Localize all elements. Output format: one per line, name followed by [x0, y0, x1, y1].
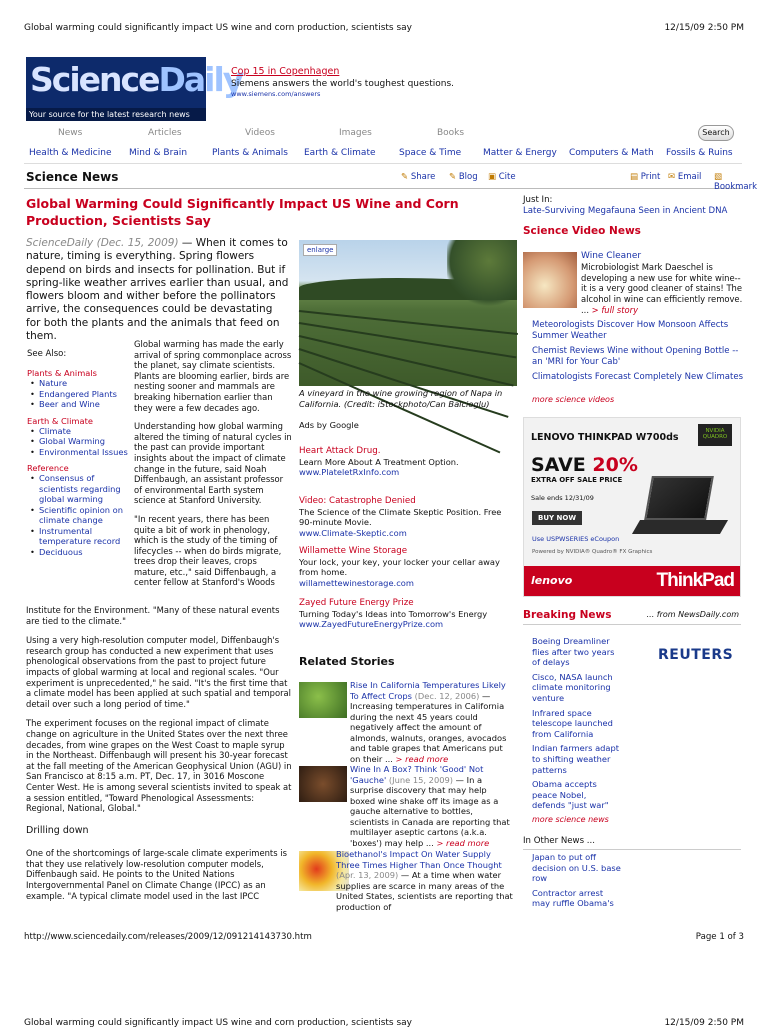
nav-topic-space[interactable]: Space & Time: [399, 148, 462, 158]
breaking-news-heading: Breaking News: [523, 609, 612, 621]
top-ad-text: Siemens answers the world's toughest questions.: [231, 79, 455, 89]
more-videos-link[interactable]: more science videos: [532, 395, 615, 404]
lenovo-brand: lenovo: [531, 574, 573, 587]
ad-url[interactable]: www.Climate-Skeptic.com: [299, 527, 407, 538]
read-more-link[interactable]: > read more: [436, 837, 490, 848]
blog-icon: ✎: [449, 172, 457, 182]
other-news-list: [532, 852, 622, 909]
cite-link[interactable]: ▣ Cite: [488, 172, 516, 182]
laptop-image: [644, 476, 714, 520]
ad-url[interactable]: willamettewinestorage.com: [299, 577, 414, 588]
nav-topic-earth[interactable]: Earth & Climate: [304, 148, 376, 158]
nav-articles[interactable]: Articles: [148, 128, 182, 138]
share-icon: ✎: [401, 172, 409, 182]
reuters-logo: REUTERS: [658, 647, 734, 663]
print-header-title: Global warming could significantly impact US wine and corn production, scientists say: [24, 23, 412, 33]
newsdaily-credit: ... from NewsDaily.com: [646, 610, 739, 619]
article-column-narrow: [134, 339, 292, 588]
article-paragraph: One of the shortcomings of large-scale climate experiments is that they use relatively low-resolution computer models, Diffenbaugh said. He points to the United Nations Intergovernmental Panel on Climate Change (IPCC) as an example. "A typical climate model used in the last IPCC: [26, 848, 287, 901]
see-also-link[interactable]: • Beer and Wine: [27, 399, 129, 410]
ad-title[interactable]: Zayed Future Energy Prize: [299, 598, 414, 608]
ad-text: Learn More About A Treatment Option.: [299, 456, 459, 467]
enlarge-link[interactable]: enlarge: [303, 244, 337, 256]
news-link[interactable]: Infrared space telescope launched from California: [532, 707, 613, 739]
topic-nav: [24, 144, 742, 164]
article-column-wide: [26, 605, 292, 901]
vineyard-photo[interactable]: [299, 240, 517, 386]
see-also-link[interactable]: • Environmental Issues: [27, 447, 129, 458]
nav-topic-mind[interactable]: Mind & Brain: [129, 148, 188, 158]
news-link[interactable]: Obama accepts peace Nobel, defends "just war": [532, 779, 609, 811]
see-also-link[interactable]: • Nature: [27, 378, 129, 389]
related-story-text: — Increasing temperatures in California during the next 45 years could negatively affect the amount of almonds, walnuts, oranges, avocados and table grapes that Americans put on their ...: [350, 690, 507, 764]
lenovo-ad[interactable]: [523, 417, 741, 597]
article-lead: [26, 237, 290, 343]
news-link[interactable]: Japan to put off decision on U.S. base row: [532, 852, 621, 884]
article-source: ScienceDaily (Dec. 15, 2009): [26, 237, 179, 249]
nvidia-badge: NVIDIA QUADRO: [698, 424, 732, 446]
email-icon: ✉: [668, 172, 676, 182]
logo-tagline: Your source for the latest research news: [26, 108, 206, 121]
nav-topic-health[interactable]: Health & Medicine: [29, 148, 112, 158]
breaking-news-bar: [523, 608, 741, 625]
full-story-link[interactable]: > full story: [591, 304, 639, 315]
lenovo-code: Use USPWSERIES eCoupon: [532, 535, 620, 543]
article-headline: Global Warming Could Significantly Impact US Wine and Corn Production, Scientists Say: [26, 196, 459, 228]
related-story: [299, 849, 514, 912]
cite-icon: ▣: [488, 172, 497, 182]
article-paragraph: Understanding how global warming altered the timing of natural cycles in the past can provide important insights about the impact of climate change in the future, said Noah Diffenbaugh, an assistant professor of environmental Earth system science at Stanford University.: [134, 421, 292, 506]
see-also-group-title[interactable]: Earth & Climate: [27, 415, 93, 426]
related-story-title[interactable]: Wine In A Box? Think 'Good' Not 'Gauche': [350, 764, 484, 785]
article-paragraph: "In recent years, there has been quite a bit of work in phenology, which is the study of the timing of lifecycles -- when do birds migrate, trees drop their leaves, crops mature, etc.," said Diffenbaugh, a center fellow at Stanford's Woods: [134, 513, 282, 588]
see-also-link[interactable]: • Scientific opinion on climate change: [27, 505, 129, 526]
ad-item: [299, 598, 514, 630]
email-link[interactable]: ✉ Email: [668, 172, 702, 182]
bookmark-icon: ▧: [714, 172, 723, 182]
related-story-date: (Apr. 13, 2009): [336, 870, 399, 880]
video-title[interactable]: Wine Cleaner: [581, 251, 642, 261]
ad-title[interactable]: Willamette Wine Storage: [299, 546, 408, 556]
related-story-title[interactable]: Rise In California Temperatures Likely To Affect Crops: [350, 680, 506, 701]
see-also-link[interactable]: • Global Warming: [27, 436, 129, 447]
lenovo-ad-headline: LENOVO THINKPAD W700ds: [531, 432, 679, 443]
see-also-link[interactable]: • Endangered Plants: [27, 389, 129, 400]
nav-books[interactable]: Books: [437, 128, 465, 138]
ad-item: [299, 446, 514, 478]
ad-title[interactable]: Heart Attack Drug.: [299, 446, 381, 456]
blog-link[interactable]: ✎ Blog: [449, 172, 478, 182]
logo-wordmark: ScienceDaily: [30, 60, 243, 99]
share-link[interactable]: ✎ Share: [401, 172, 436, 182]
news-link[interactable]: Indian farmers adapt to shifting weather patterns: [532, 743, 620, 775]
lenovo-save: SAVE 20%: [531, 454, 638, 476]
article-paragraph: Global warming has made the early arrival of spring commonplace across the planet, say climate scientists. Plants are blooming earlier, birds are nesting sooner and mammals are breaking hibernation earlier than they were a few decades ago.: [134, 339, 292, 413]
related-story-text: — In a surprise discovery that may help boxed wine shake off its image as a gauche alternative to bottles, scientists in Canada are reporting that multilayer aseptic cartons (a.k.a. 'boxes') may help ...: [350, 774, 510, 848]
lenovo-powered: Powered by NVIDIA® Quadro® FX Graphics: [532, 549, 653, 555]
video-text: Microbiologist Mark Daeschel is developing a new use for white wine--it is a very good cleaner of stains! The alcohol in wine can efficiently remove. ...: [581, 261, 743, 315]
section-title: Science News: [26, 170, 119, 184]
video-link[interactable]: Climatologists Forecast Completely New Climates: [532, 372, 743, 382]
lenovo-ad-bar: [524, 566, 740, 596]
top-ad-url[interactable]: www.siemens.com/answers: [231, 90, 321, 98]
video-feature: [581, 251, 743, 316]
page-url: http://www.sciencedaily.com/releases/2009/12/091214143730.htm: [24, 932, 312, 942]
see-also-link[interactable]: • Instrumental temperature record: [27, 526, 129, 547]
sciencedaily-logo[interactable]: [26, 57, 243, 121]
video-links: [523, 320, 743, 383]
ad-text: The Science of the Climate Skeptic Position. Free 90-minute Movie.: [299, 506, 502, 527]
article-paragraph: Institute for the Environment. "Many of these natural events are tied to the climate.": [26, 605, 280, 626]
just-in-label: Just In:: [523, 195, 553, 205]
ad-item: [299, 546, 514, 588]
related-stories-heading: Related Stories: [299, 655, 395, 668]
see-also-panel: [27, 349, 129, 557]
article-paragraph: Using a very high-resolution computer model, Diffenbaugh's research group has conducted a new experiment that uses phenological observations from the past to project future impacts of global warming at local and regional scales. "Our experiment is unprecedented," he said. "It's the first time that a climate model has been applied at such spatial and temporal detail over such a long period of time.": [26, 635, 292, 709]
other-news-heading: In Other News ...: [523, 836, 741, 850]
nav-videos[interactable]: Videos: [245, 128, 275, 138]
lenovo-extra: EXTRA OFF SALE PRICE: [531, 476, 623, 484]
top-ad-title[interactable]: Cop 15 in Copenhagen: [231, 66, 340, 77]
thinkpad-logo: ThinkPad: [656, 570, 734, 591]
video-link[interactable]: Chemist Reviews Wine without Opening Bottle -- an 'MRI for Your Cab': [532, 346, 739, 367]
related-story-title[interactable]: Bioethanol's Impact On Water Supply Three Times Higher Than Once Thought: [336, 849, 502, 870]
ad-text: Turning Today's Ideas into Tomorrow's Energy: [299, 608, 488, 619]
next-page-header-title: Global warming could significantly impact US wine and corn production, scientists say: [24, 1018, 412, 1028]
lenovo-buy-button[interactable]: BUY NOW: [532, 511, 582, 525]
see-also-heading: See Also:: [27, 349, 67, 359]
article-paragraph: The experiment focuses on the regional impact of climate change on agriculture in the United States over the next three decades, from wine grapes on the West Coast to maple syrup in the Northeast. Diffenbaugh will present his 30-year forecast at the fall meeting of the American Geophysical Union (AGU) in San Francisco at 8:15 a.m. PT, Dec. 17, in 3016 Moscone Center West. He is among several scientists invited to speak at a session entitled, "Toward Phenological Assessments: Regional, National, Global.": [26, 718, 292, 814]
next-page-header-datetime: 12/15/09 2:50 PM: [664, 1018, 744, 1028]
nav-topic-computers[interactable]: Computers & Math: [569, 148, 654, 158]
article-subhead: Drilling down: [26, 824, 89, 836]
news-link[interactable]: Contractor arrest may ruffle Obama's: [532, 887, 614, 909]
ad-item: [299, 496, 514, 538]
see-also-link[interactable]: • Deciduous: [27, 547, 129, 558]
nav-news[interactable]: News: [58, 128, 83, 138]
see-also-group-title[interactable]: Reference: [27, 463, 69, 473]
nav-topic-fossils[interactable]: Fossils & Ruins: [666, 148, 733, 158]
related-story-text: — At a time when water supplies are scarce in many areas of the United States, scientists are reporting that production of: [336, 870, 513, 912]
related-story-date: (June 15, 2009): [388, 774, 454, 785]
video-thumbnail[interactable]: [523, 252, 577, 308]
print-header-datetime: 12/15/09 2:50 PM: [664, 23, 744, 33]
page-number: Page 1 of 3: [695, 932, 744, 942]
ad-text: Your lock, your key, your locker your cellar away from home.: [299, 556, 500, 577]
news-link[interactable]: Boeing Dreamliner flies after two years of delays: [532, 636, 615, 668]
ad-url[interactable]: www.PlateletRxInfo.com: [299, 467, 400, 477]
print-icon: ▤: [630, 172, 639, 182]
read-more-link[interactable]: > read more: [395, 753, 449, 764]
related-story-date: (Dec. 12, 2006): [414, 690, 480, 701]
print-link[interactable]: ▤ Print: [630, 172, 661, 182]
nav-images[interactable]: Images: [339, 128, 372, 138]
ad-title[interactable]: Video: Catastrophe Denied: [299, 496, 416, 506]
nav-topic-matter[interactable]: Matter & Energy: [483, 148, 557, 158]
breaking-news-list: [532, 636, 622, 811]
lenovo-ends: Sale ends 12/31/09: [531, 494, 594, 502]
ad-url[interactable]: www.ZayedFutureEnergyPrize.com: [299, 619, 444, 629]
just-in-link[interactable]: Late-Surviving Megafauna Seen in Ancient DNA: [523, 206, 728, 216]
science-video-heading: Science Video News: [523, 225, 641, 237]
more-science-news-link[interactable]: more science news: [532, 815, 609, 824]
see-also-group-title[interactable]: Plants & Animals: [27, 368, 98, 378]
see-also-link[interactable]: • Consensus of scientists regarding global warming: [27, 473, 129, 505]
article-lead-text: — When it comes to nature, timing is everything. Spring flowers depend on birds and insects for pollination. But if spring-like weather arrives earlier than usual, and flowers bloom and wither before the pollinators arrive, the consequences could be devastating for both the plants and the animals that feed on them.: [26, 237, 289, 343]
news-link[interactable]: Cisco, NASA launch climate monitoring venture: [532, 671, 613, 703]
video-link[interactable]: Meteorologists Discover How Monsoon Affects Summer Weather: [532, 320, 729, 341]
section-bar: [24, 167, 758, 192]
ads-label: Ads by Google: [299, 420, 359, 430]
photo-caption: A vineyard in the wine growing region of Napa in California. (Credit: iStockphoto/Can Balcioglu): [299, 388, 503, 409]
see-also-link[interactable]: • Climate: [27, 426, 129, 437]
related-story: [299, 680, 514, 764]
laptop-base: [632, 520, 728, 534]
related-story: [299, 764, 514, 848]
search-button[interactable]: Search: [698, 125, 734, 141]
bookmark-link[interactable]: ▧ Bookmark: [714, 172, 758, 192]
nav-topic-plants[interactable]: Plants & Animals: [212, 148, 288, 158]
